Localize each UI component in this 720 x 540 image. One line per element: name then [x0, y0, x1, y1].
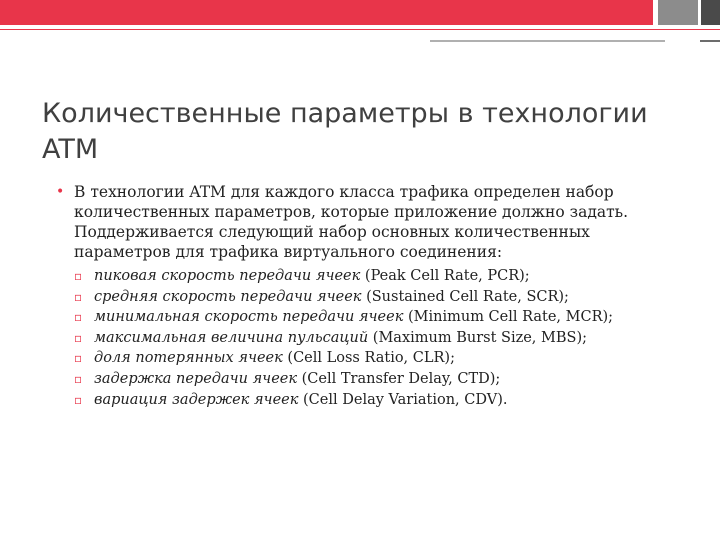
- top-thin-line: [0, 29, 720, 30]
- square-bullet-icon: ▫: [74, 392, 83, 407]
- top-bar-gray: [658, 0, 698, 25]
- list-item: [74, 266, 686, 287]
- list-item: [74, 307, 686, 328]
- parameter-term: задержка передачи ячеек: [94, 370, 298, 387]
- parameter-detail: (Maximum Burst Size, MBS);: [368, 329, 587, 346]
- parameter-detail: (Cell Loss Ratio, CLR);: [282, 350, 455, 367]
- square-bullet-icon: ▫: [74, 371, 83, 386]
- square-bullet-icon: ▫: [74, 310, 83, 325]
- parameter-term: доля потерянных ячеек: [94, 350, 283, 367]
- slide-title: Количественные параметры в технологии ATM: [42, 98, 648, 165]
- square-bullet-icon: ▫: [74, 330, 83, 345]
- main-bullet: [56, 182, 686, 262]
- parameter-detail: (Cell Transfer Delay, CTD);: [297, 370, 501, 387]
- parameter-detail: (Sustained Cell Rate, SCR);: [361, 288, 569, 305]
- parameter-detail: (Cell Delay Variation, CDV).: [298, 391, 508, 408]
- parameter-term: минимальная скорость передачи ячеек: [94, 309, 404, 326]
- top-thin-line-dark: [700, 40, 720, 42]
- parameter-detail: (Minimum Cell Rate, MCR);: [403, 309, 614, 326]
- parameter-list: [56, 266, 686, 410]
- list-item: [74, 348, 686, 369]
- parameter-term: вариация задержек ячеек: [94, 391, 299, 408]
- parameter-term: пиковая скорость передачи ячеек: [94, 268, 361, 284]
- slide-content: [56, 182, 686, 410]
- parameter-term: максимальная величина пульсаций: [94, 329, 369, 346]
- list-item: [74, 390, 686, 411]
- main-bullet-text: В технологии ATM для каждого класса трафика определен набор количественных параметров, которые приложение должно задать. Поддерживается следующий набор основных количественных параметров для трафика виртуального соединения:: [74, 183, 629, 261]
- parameter-detail: (Peak Cell Rate, PCR);: [360, 268, 530, 284]
- list-item: [74, 328, 686, 349]
- square-bullet-icon: ▫: [74, 269, 83, 283]
- list-item: [74, 287, 686, 308]
- top-bar-dark: [701, 0, 720, 25]
- square-bullet-icon: ▫: [74, 351, 83, 366]
- list-item: [74, 369, 686, 390]
- top-bar-red: [0, 0, 653, 25]
- parameter-term: средняя скорость передачи ячеек: [94, 288, 362, 305]
- square-bullet-icon: ▫: [74, 289, 83, 304]
- bullet-dot-icon: •: [56, 184, 65, 200]
- top-thin-line-gray: [430, 40, 665, 42]
